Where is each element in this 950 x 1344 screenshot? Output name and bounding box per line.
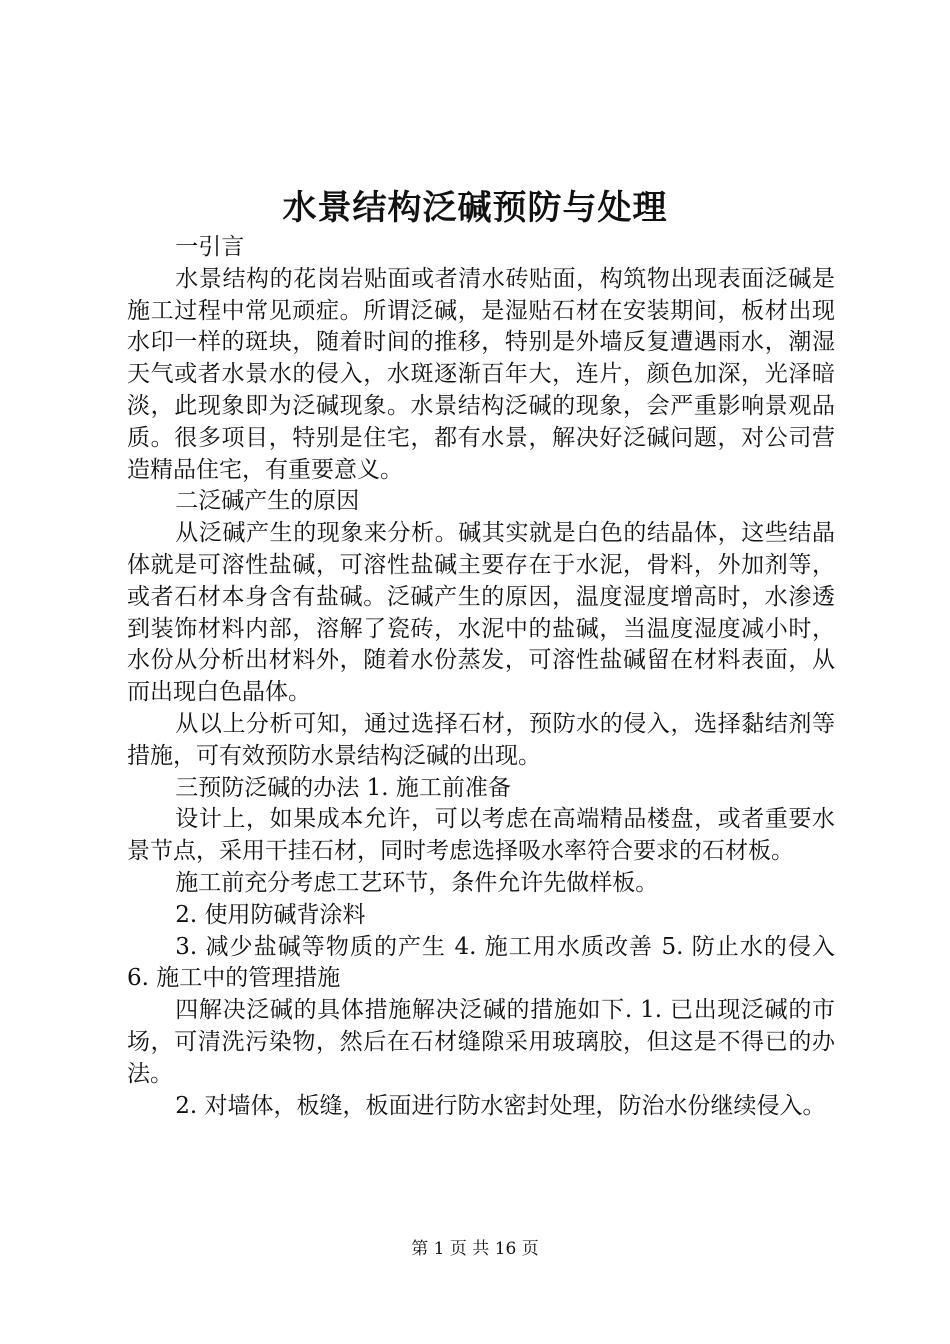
list-item-measures: 3. 减少盐碱等物质的产生 4. 施工用水质改善 5. 防止水的侵入 6. 施工中的管理措施 (127, 933, 835, 992)
paragraph-introduction: 水景结构的花岗岩贴面或者清水砖贴面，构筑物出现表面泛碱是施工过程中常见顽症。所谓泛碱，是湿贴石材在安装期间，板材出现水印一样的斑块，随着时间的推移，特别是外墙反复遭遇雨水，潮湿天气或者水景水的侵入，水斑逐渐百年大，连片，颜色加深，光泽暗淡，此现象即为泛碱现象。水景结构泛碱的现象，会严重影响景观品质。很多项目，特别是住宅，都有水景，解决好泛碱问题，对公司营造精品住宅，有重要意义。 (127, 265, 835, 483)
section-heading-causes: 二泛碱产生的原因 (175, 488, 360, 515)
paragraph-causes-conclusion: 从以上分析可知，通过选择石材，预防水的侵入，选择黏结剂等措施，可有效预防水景结构泛碱的出现。 (127, 710, 835, 769)
paragraph-sample: 施工前充分考虑工艺环节，条件允许先做样板。 (175, 869, 659, 896)
document-title: 水景结构泛碱预防与处理 (282, 188, 668, 228)
section-heading-prevention: 三预防泛碱的办法 1. 施工前准备 (175, 774, 511, 801)
page-number-footer: 第 1 页 共 16 页 (411, 1239, 539, 1259)
document-body (127, 232, 835, 1122)
paragraph-design: 设计上，如果成本允许，可以考虑在高端精品楼盘，或者重要水景节点，采用干挂石材，同时考虑选择吸水率符合要求的石材板。 (127, 806, 835, 865)
section-heading-introduction: 一引言 (175, 234, 245, 260)
paragraph-causes: 从泛碱产生的现象来分析。碱其实就是白色的结晶体，这些结晶体就是可溶性盐碱，可溶性盐碱主要存在于水泥，骨料，外加剂等，或者石材本身含有盐碱。泛碱产生的原因，温度湿度增高时，水渗透到装饰材料内部，溶解了瓷砖，水泥中的盐碱，当温度湿度减小时，水份从分析出材料外，随着水份蒸发，可溶性盐碱留在材料表面，从而出现白色晶体。 (127, 520, 835, 706)
list-item-backcoating: 2. 使用防碱背涂料 (175, 901, 366, 928)
section-heading-solutions: 四解决泛碱的具体措施解决泛碱的措施如下. 1. 已出现泛碱的市场，可清洗污染物，然后在石材缝隙采用玻璃胶，但这是不得已的办法。 (127, 997, 835, 1087)
list-item-sealing: 2. 对墙体，板缝，板面进行防水密封处理，防治水份继续侵入。 (175, 1092, 826, 1119)
